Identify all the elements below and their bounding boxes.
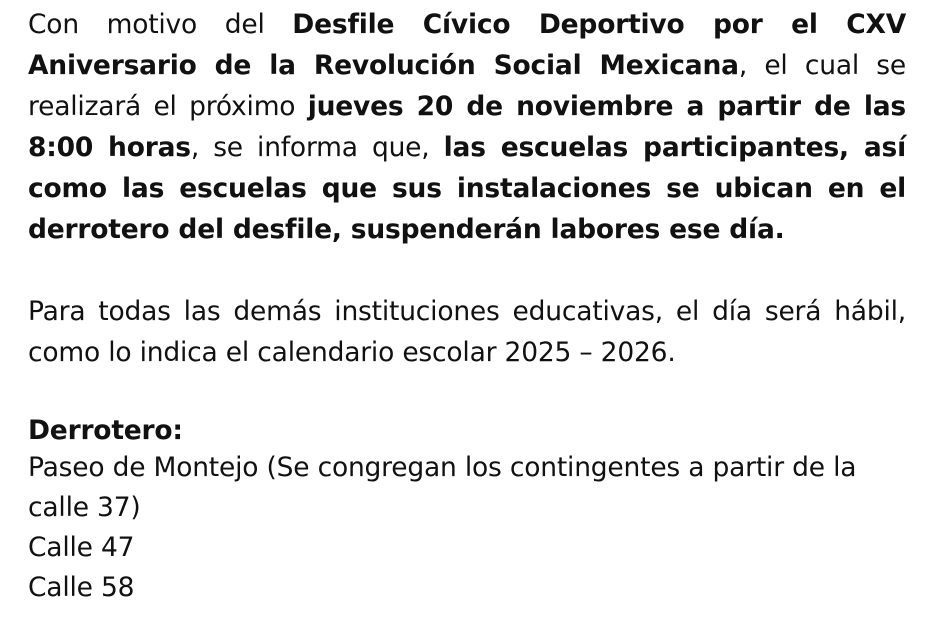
announcement-paragraph-1 [28, 4, 906, 250]
route-list [28, 448, 906, 608]
intro-text: Con motivo del [28, 9, 293, 40]
route-item: Calle 58 [28, 572, 135, 603]
announcement-paragraph-2: Para todas las demás instituciones educativas, el día será hábil, como lo indica el calendario escolar 2025 – 2026. [28, 296, 906, 368]
event-date-time: jueves 20 de noviembre a partir de las 8:00 horas [28, 91, 906, 163]
route-item: Paseo de Montejo (Se congregan los contingentes a partir de la calle 37) [28, 452, 857, 523]
route-heading: Derrotero: [28, 415, 183, 446]
route-item: Calle 47 [28, 532, 135, 563]
event-name: Desfile Cívico Deportivo por el CXV Aniversario de la Revolución Social Mexicana [28, 9, 907, 81]
connector-text: , el cual se realizará el próximo [28, 50, 906, 122]
suspension-notice: las escuelas participantes, así como las escuelas que sus instalaciones se ubican en el derrotero del desfile, suspenderán labores ese día. [28, 132, 906, 245]
inform-text: , se informa que, [190, 132, 444, 163]
announcement-document [28, 4, 906, 608]
